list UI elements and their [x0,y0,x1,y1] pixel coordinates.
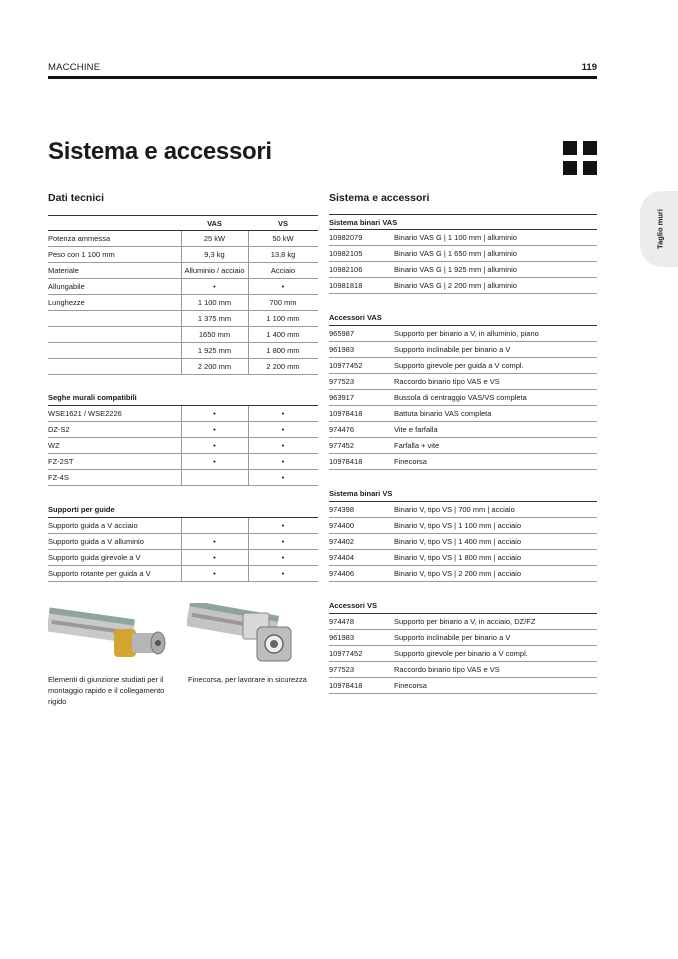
accessory-row [329,406,597,422]
article-description: Battuta binario VAS completa [394,409,492,418]
accessories-heading: Sistema e accessori [329,192,430,204]
row-label: Supporto rotante per guida a V [48,569,151,578]
accessory-row [329,678,597,694]
row-label: DZ-S2 [48,425,70,434]
row-label: Lunghezze [48,298,85,307]
vs-value: • [281,553,285,562]
article-code: 974406 [329,569,355,578]
vs-value: • [281,282,285,291]
article-code: 974404 [329,553,355,562]
article-description: Supporto girevole per binario a V compl. [394,649,528,658]
article-code: 977523 [329,665,355,674]
accessory-group [329,214,597,294]
vs-value: Acciaio [270,266,296,275]
vs-value: • [281,425,285,434]
article-description: Binario VAS G | 1 925 mm | alluminio [394,265,517,274]
article-description: Supporto per binario a V, in acciaio, DZ/FZ [394,617,536,626]
vas-value: • [213,409,216,418]
group-title: Sistema binari VS [329,489,393,498]
vas-value: • [213,425,216,434]
vas-value: 1 925 mm [197,346,232,355]
article-description: Raccordo binario tipo VAS e VS [394,665,500,674]
article-description: Farfalla + vite [394,441,440,450]
article-code: 961983 [329,345,355,354]
accessory-group [329,598,597,694]
vs-value: • [281,537,285,546]
article-code: 961983 [329,633,355,642]
article-description: Binario V, tipo VS | 2 200 mm | acciaio [394,569,522,578]
article-description: Vite e farfalla [394,425,438,434]
article-code: 965987 [329,329,355,338]
article-description: Finecorsa [394,457,427,466]
group-title: Accessori VS [329,601,377,610]
accessory-row [329,230,597,246]
spec-row [48,311,318,327]
accessory-row [329,246,597,262]
article-description: Binario V, tipo VS | 700 mm | acciaio [394,505,515,514]
vs-value: 2 200 mm [266,362,300,371]
accessory-row [329,262,597,278]
accessory-row [329,390,597,406]
spec-row [48,263,318,279]
saws-heading-row [48,390,318,406]
article-description: Binario V, tipo VS | 1 100 mm | acciaio [394,521,522,530]
row-label: Materiale [48,266,79,275]
group-title-row [329,598,597,614]
article-code: 10977452 [329,649,363,658]
col-header-vas: VAS [207,219,222,228]
article-code: 10982106 [329,265,363,274]
vs-value: 1 800 mm [266,346,300,355]
article-description: Supporto inclinabile per binario a V [394,633,511,642]
accessory-group [329,310,597,470]
saw-row [48,406,318,422]
article-description: Supporto per binario a V, in alluminio, piano [394,329,539,338]
article-code: 974398 [329,505,355,514]
vas-value: 1 100 mm [197,298,232,307]
guides-heading-row [48,502,318,518]
row-label: Potenza ammessa [48,234,111,243]
saw-row [48,470,318,486]
vas-value: • [213,282,216,291]
row-label: FZ-4S [48,473,69,482]
grid-icon [563,141,597,175]
accessory-row [329,502,597,518]
row-label: WSE1621 / WSE2226 [48,409,122,418]
accessory-row [329,630,597,646]
vas-value: • [213,441,216,450]
guides-heading: Supporti per guide [48,505,115,514]
spec-row [48,343,318,359]
article-code: 974400 [329,521,355,530]
row-label: Peso con 1 100 mm [48,250,115,259]
accessory-row [329,422,597,438]
spec-row [48,279,318,295]
guide-row [48,566,318,582]
spec-row [48,327,318,343]
vs-value: • [281,457,285,466]
row-label: WZ [48,441,60,450]
saws-table [48,390,318,486]
accessory-row [329,438,597,454]
header-rule [48,76,597,79]
article-code: 977523 [329,377,355,386]
tech-data-table [48,215,318,375]
group-title-row [329,486,597,502]
vs-value: • [281,521,285,530]
row-label: Supporto guida a V acciaio [48,521,138,530]
article-description: Supporto girevole per guida a V compl. [394,361,524,370]
accessory-row [329,326,597,342]
vs-value: 1 100 mm [266,314,300,323]
article-code: 10982105 [329,249,363,258]
spec-row [48,231,318,247]
vas-value: 25 kW [203,234,226,243]
accessory-row [329,566,597,582]
article-description: Binario VAS G | 1 650 mm | alluminio [394,249,517,258]
vs-value: • [281,569,285,578]
article-description: Binario VAS G | 1 100 mm | alluminio [394,233,517,242]
article-code: 974476 [329,425,355,434]
page-number: 119 [581,62,597,73]
accessory-row [329,662,597,678]
article-code: 974478 [329,617,355,626]
article-code: 974402 [329,537,355,546]
vs-value: • [281,409,285,418]
article-code: 10978418 [329,409,363,418]
article-code: 10978418 [329,457,363,466]
article-description: Supporto inclinabile per binario a V [394,345,511,354]
vas-value: 1650 mm [198,330,231,339]
guide-row [48,550,318,566]
article-code: 10977452 [329,361,363,370]
accessory-group [329,486,597,582]
spec-row [48,359,318,375]
vas-value: • [213,457,216,466]
caption-limit-stop: Finecorsa, per lavorare in sicurezza [188,675,307,684]
vas-value: • [213,569,216,578]
saw-row [48,422,318,438]
vs-value: • [281,441,285,450]
side-tab-label: Taglio muri [655,209,665,249]
page-title: Sistema e accessori [48,138,272,165]
tech-data-heading: Dati tecnici [48,192,105,204]
article-code: 977452 [329,441,355,450]
vs-value: 1 400 mm [266,330,300,339]
accessory-row [329,550,597,566]
caption-joint: Elementi di giunzione studiati per il montaggio rapido e il collegamento rigido [48,675,165,706]
article-description: Binario VAS G | 2 200 mm | alluminio [394,281,517,290]
article-code: 10978418 [329,681,363,690]
guide-row [48,518,318,534]
row-label: FZ-2ST [48,457,74,466]
vas-value: • [213,537,216,546]
group-title-row [329,310,597,326]
article-code: 10982079 [329,233,363,242]
side-tab [640,191,678,267]
article-description: Raccordo binario tipo VAS e VS [394,377,500,386]
article-code: 10981818 [329,281,363,290]
accessory-row [329,614,597,630]
article-description: Finecorsa [394,681,427,690]
saws-heading: Seghe murali compatibili [48,393,137,402]
limit-stop-photo [187,603,312,665]
accessory-row [329,374,597,390]
article-description: Binario V, tipo VS | 1 800 mm | acciaio [394,553,522,562]
vas-value: Alluminio / acciaio [184,266,245,275]
group-title: Accessori VAS [329,313,382,322]
vs-value: • [281,473,285,482]
vas-value: 1 375 mm [197,314,232,323]
article-description: Bussola di centraggio VAS/VS completa [394,393,527,402]
row-label: Supporto guida a V alluminio [48,537,144,546]
accessory-row [329,278,597,294]
col-header-vs: VS [277,219,288,228]
section-label: MACCHINE [48,62,101,73]
vs-value: 13,8 kg [270,250,296,259]
accessory-row [329,534,597,550]
accessory-row [329,518,597,534]
accessory-row [329,454,597,470]
rail-joint-photo [48,603,173,665]
group-title-row [329,214,597,230]
table-header-row [48,215,318,231]
article-description: Binario V, tipo VS | 1 400 mm | acciaio [394,537,522,546]
row-label: Allungabile [48,282,85,291]
accessory-row [329,358,597,374]
vs-value: 700 mm [269,298,297,307]
spec-row [48,247,318,263]
group-title: Sistema binari VAS [329,218,398,227]
row-label: Supporto guida girevole a V [48,553,141,562]
spec-row [48,295,318,311]
vas-value: 2 200 mm [197,362,232,371]
saw-row [48,454,318,470]
vas-value: 9,3 kg [204,250,225,259]
accessory-row [329,342,597,358]
guide-row [48,534,318,550]
accessory-row [329,646,597,662]
guides-table [48,502,318,582]
article-code: 963917 [329,393,355,402]
vas-value: • [213,553,216,562]
vs-value: 50 kW [272,234,294,243]
saw-row [48,438,318,454]
